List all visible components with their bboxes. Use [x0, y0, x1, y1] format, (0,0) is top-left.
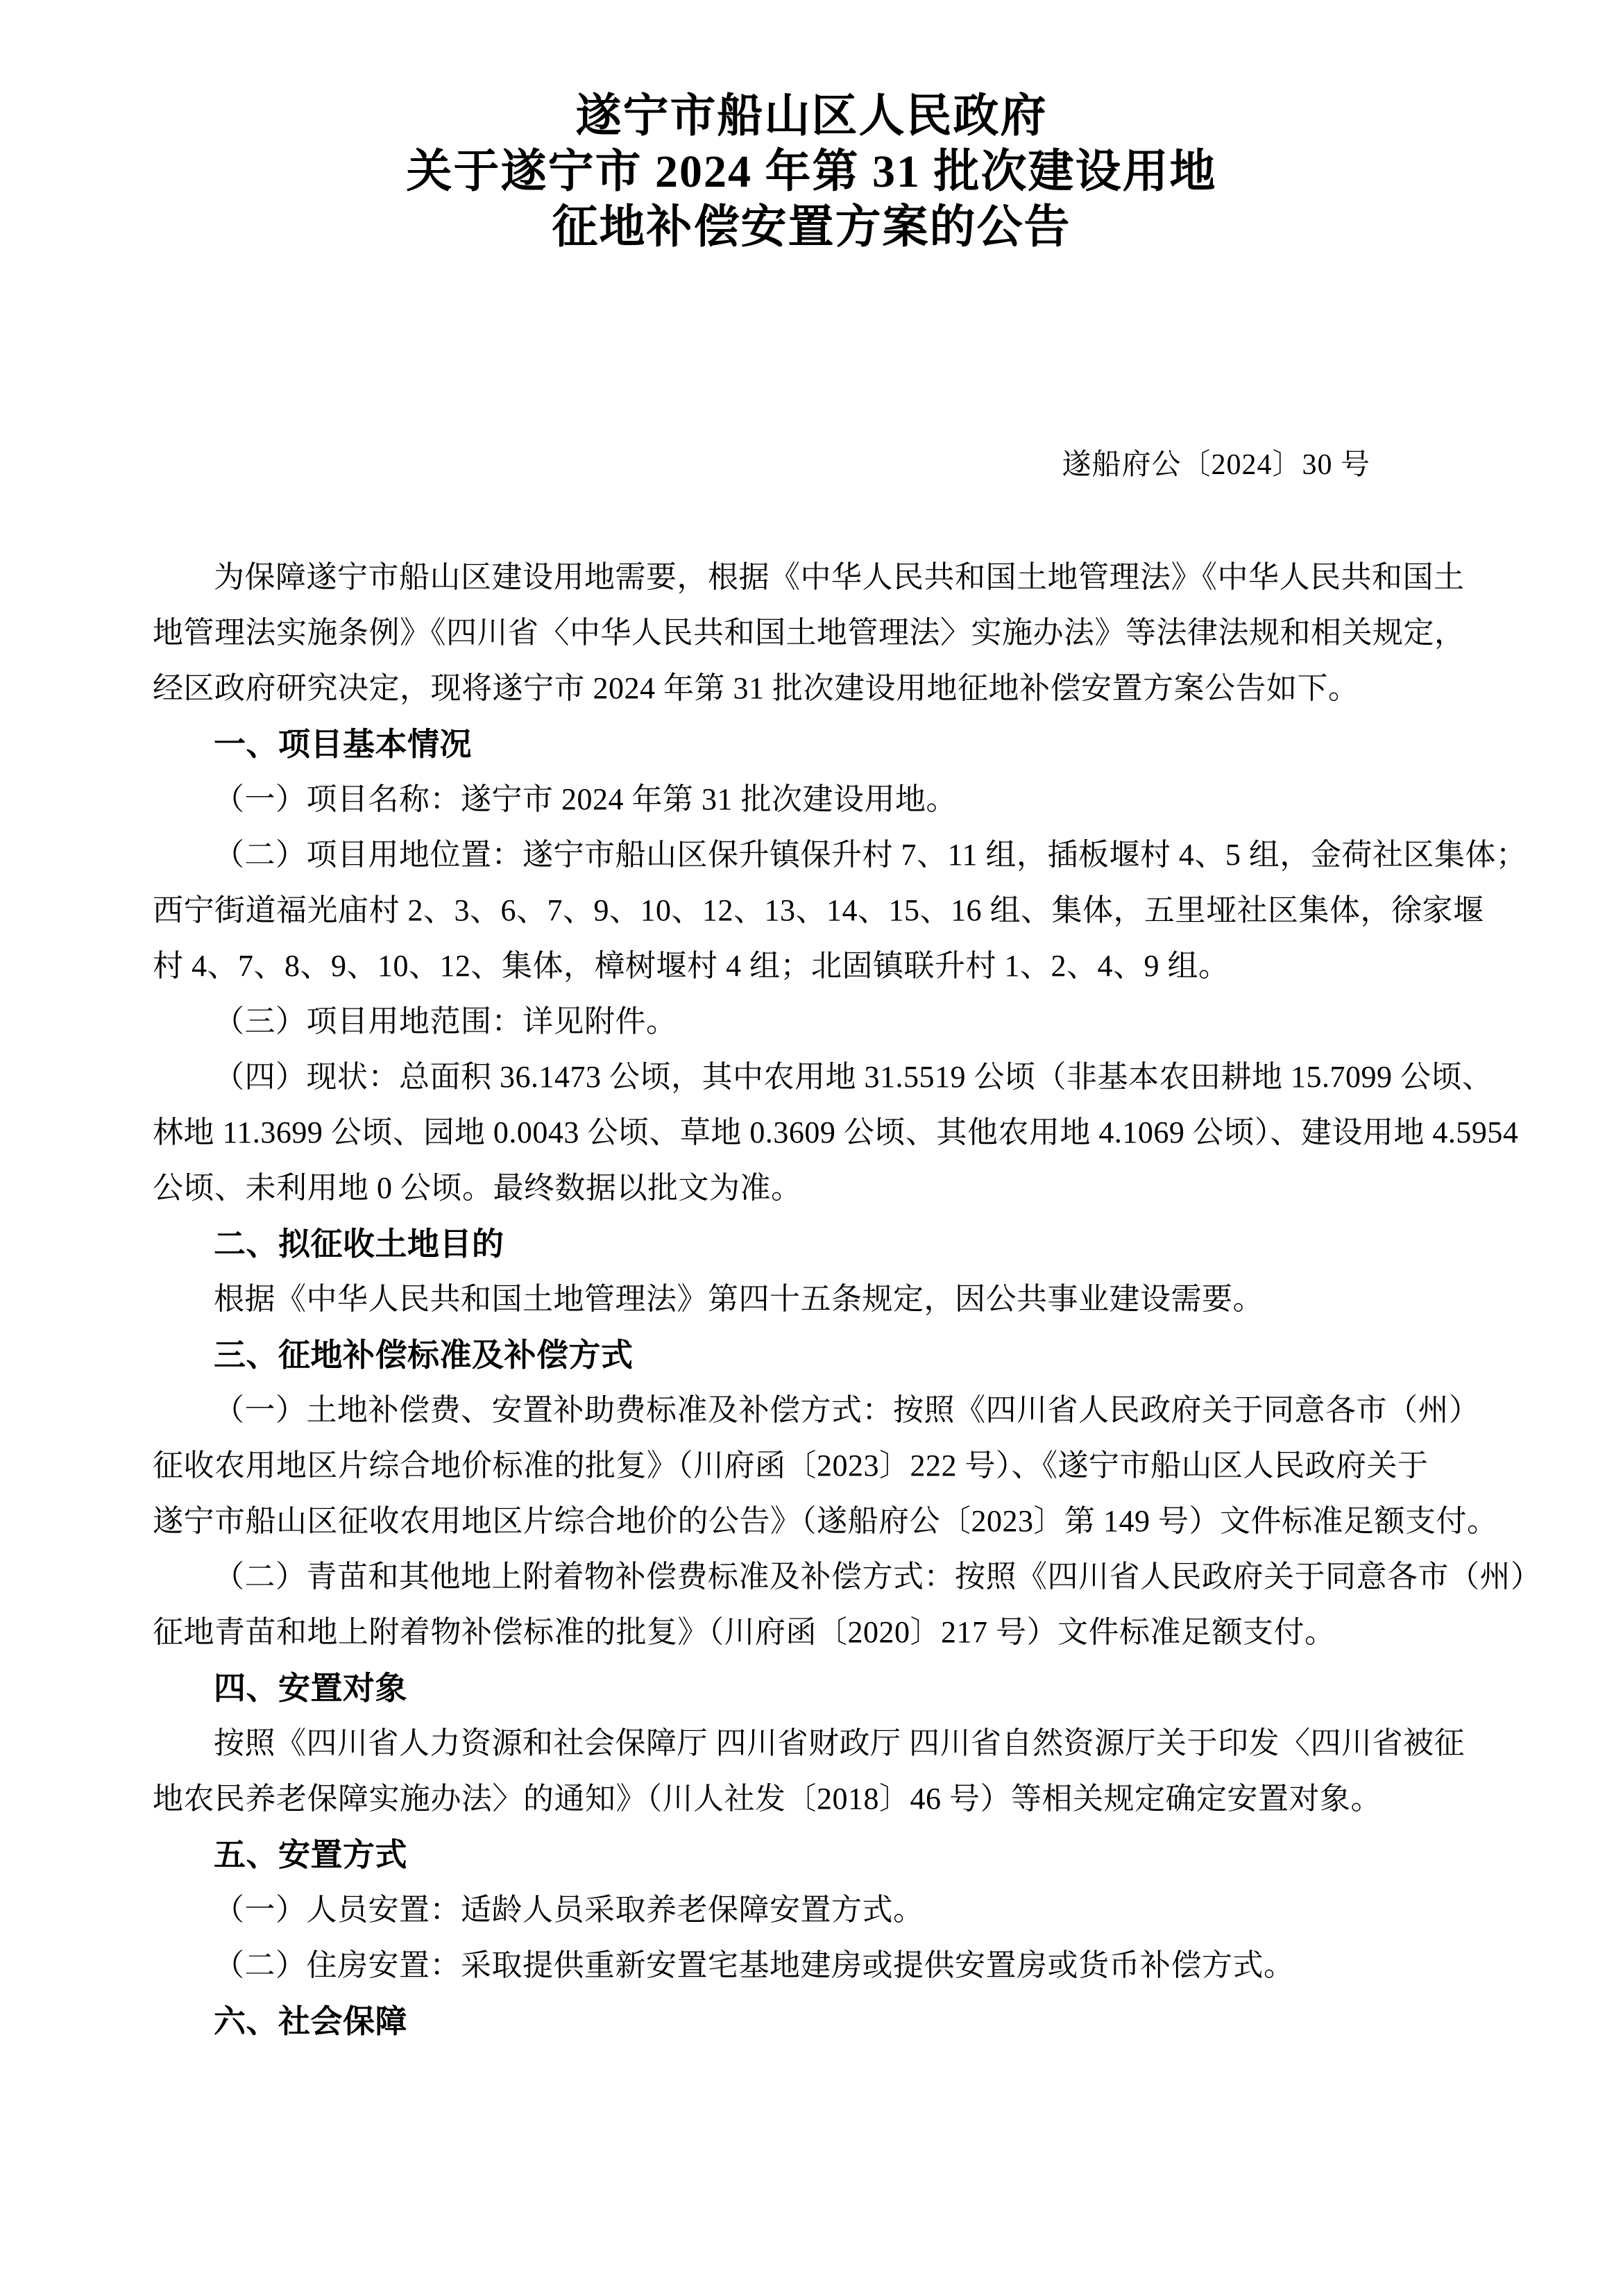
section-heading: 二、拟征收土地目的: [214, 1226, 504, 1262]
section-heading: 一、项目基本情况: [214, 726, 472, 762]
document-title-line-1: 遂宁市船山区人民政府: [575, 91, 1048, 142]
body-line: （四）现状：总面积 36.1473 公顷，其中农用地 31.5519 公顷（非基本农田耕地 15.7099 公顷、: [214, 1060, 1493, 1094]
body-line: 按照《四川省人力资源和社会保障厅 四川省财政厅 四川省自然资源厅关于印发〈四川省被征: [214, 1726, 1465, 1760]
document-content: [0, 444, 1623, 2049]
document-body: [153, 550, 1542, 2049]
body-line: 村 4、7、8、9、10、12、集体，樟树堰村 4 组；北固镇联升村 1、2、4、9 组。: [153, 949, 1230, 983]
section-heading: 五、安置方式: [214, 1837, 407, 1873]
body-line: 根据《中华人民共和国土地管理法》第四十五条规定，因公共事业建设需要。: [214, 1282, 1264, 1316]
body-line: （三）项目用地范围：详见附件。: [214, 1004, 677, 1038]
body-line: 林地 11.3699 公顷、园地 0.0043 公顷、草地 0.3609 公顷、其他农用地 4.1069 公顷）、建设用地 4.5954: [153, 1115, 1519, 1149]
body-line: 西宁街道福光庙村 2、3、6、7、9、10、12、13、14、15、16 组、集体，五里垭社区集体，徐家堰: [153, 893, 1484, 927]
body-line: 地农民养老保障实施办法〉的通知》（川人社发〔2018〕46 号）等相关规定确定安置对象。: [153, 1782, 1382, 1816]
section-heading: 六、社会保障: [214, 2003, 407, 2039]
document-number: 遂船府公〔2024〕30 号: [1062, 449, 1370, 481]
section-heading: 三、征地补偿标准及补偿方式: [214, 1337, 634, 1373]
body-line: 遂宁市船山区征收农用地区片综合地价的公告》（遂船府公〔2023〕第 149 号）文件标准足额支付。: [153, 1504, 1498, 1538]
section-heading: 四、安置对象: [214, 1670, 407, 1706]
body-line: 地管理法实施条例》《四川省〈中华人民共和国土地管理法〉实施办法》等法律法规和相关规定，: [153, 616, 1465, 650]
document-title-line-3: 征地补偿安置方案的公告: [552, 202, 1071, 253]
body-line: （一）土地补偿费、安置补助费标准及补偿方式：按照《四川省人民政府关于同意各市（州）: [214, 1393, 1480, 1427]
body-line: （二）项目用地位置：遂宁市船山区保升镇保升村 7、11 组，插板堰村 4、5 组，金荷社区集体；: [214, 838, 1527, 872]
body-line: 征收农用地区片综合地价标准的批复》（川府函〔2023〕222 号）、《遂宁市船山区人民政府关于: [153, 1449, 1429, 1483]
body-line: 经区政府研究决定，现将遂宁市 2024 年第 31 批次建设用地征地补偿安置方案公告如下。: [153, 671, 1359, 705]
body-line: 征地青苗和地上附着物补偿标准的批复》（川府函〔2020〕217 号）文件标准足额支付。: [153, 1615, 1336, 1649]
body-line: （二）住房安置：采取提供重新安置宅基地建房或提供安置房或货币补偿方式。: [214, 1948, 1295, 1982]
body-line: 公顷、未利用地 0 公顷。最终数据以批文为准。: [153, 1171, 802, 1205]
document-title: [0, 0, 1623, 255]
body-line: （二）青苗和其他地上附着物补偿费标准及补偿方式：按照《四川省人民政府关于同意各市（州）: [214, 1560, 1542, 1594]
document-title-line-2: 关于遂宁市 2024 年第 31 批次建设用地: [406, 146, 1217, 197]
body-line: 为保障遂宁市船山区建设用地需要，根据《中华人民共和国土地管理法》《中华人民共和国土: [214, 560, 1465, 594]
body-line: （一）项目名称：遂宁市 2024 年第 31 批次建设用地。: [214, 782, 957, 816]
body-line: （一）人员安置：适龄人员采取养老保障安置方式。: [214, 1893, 924, 1927]
